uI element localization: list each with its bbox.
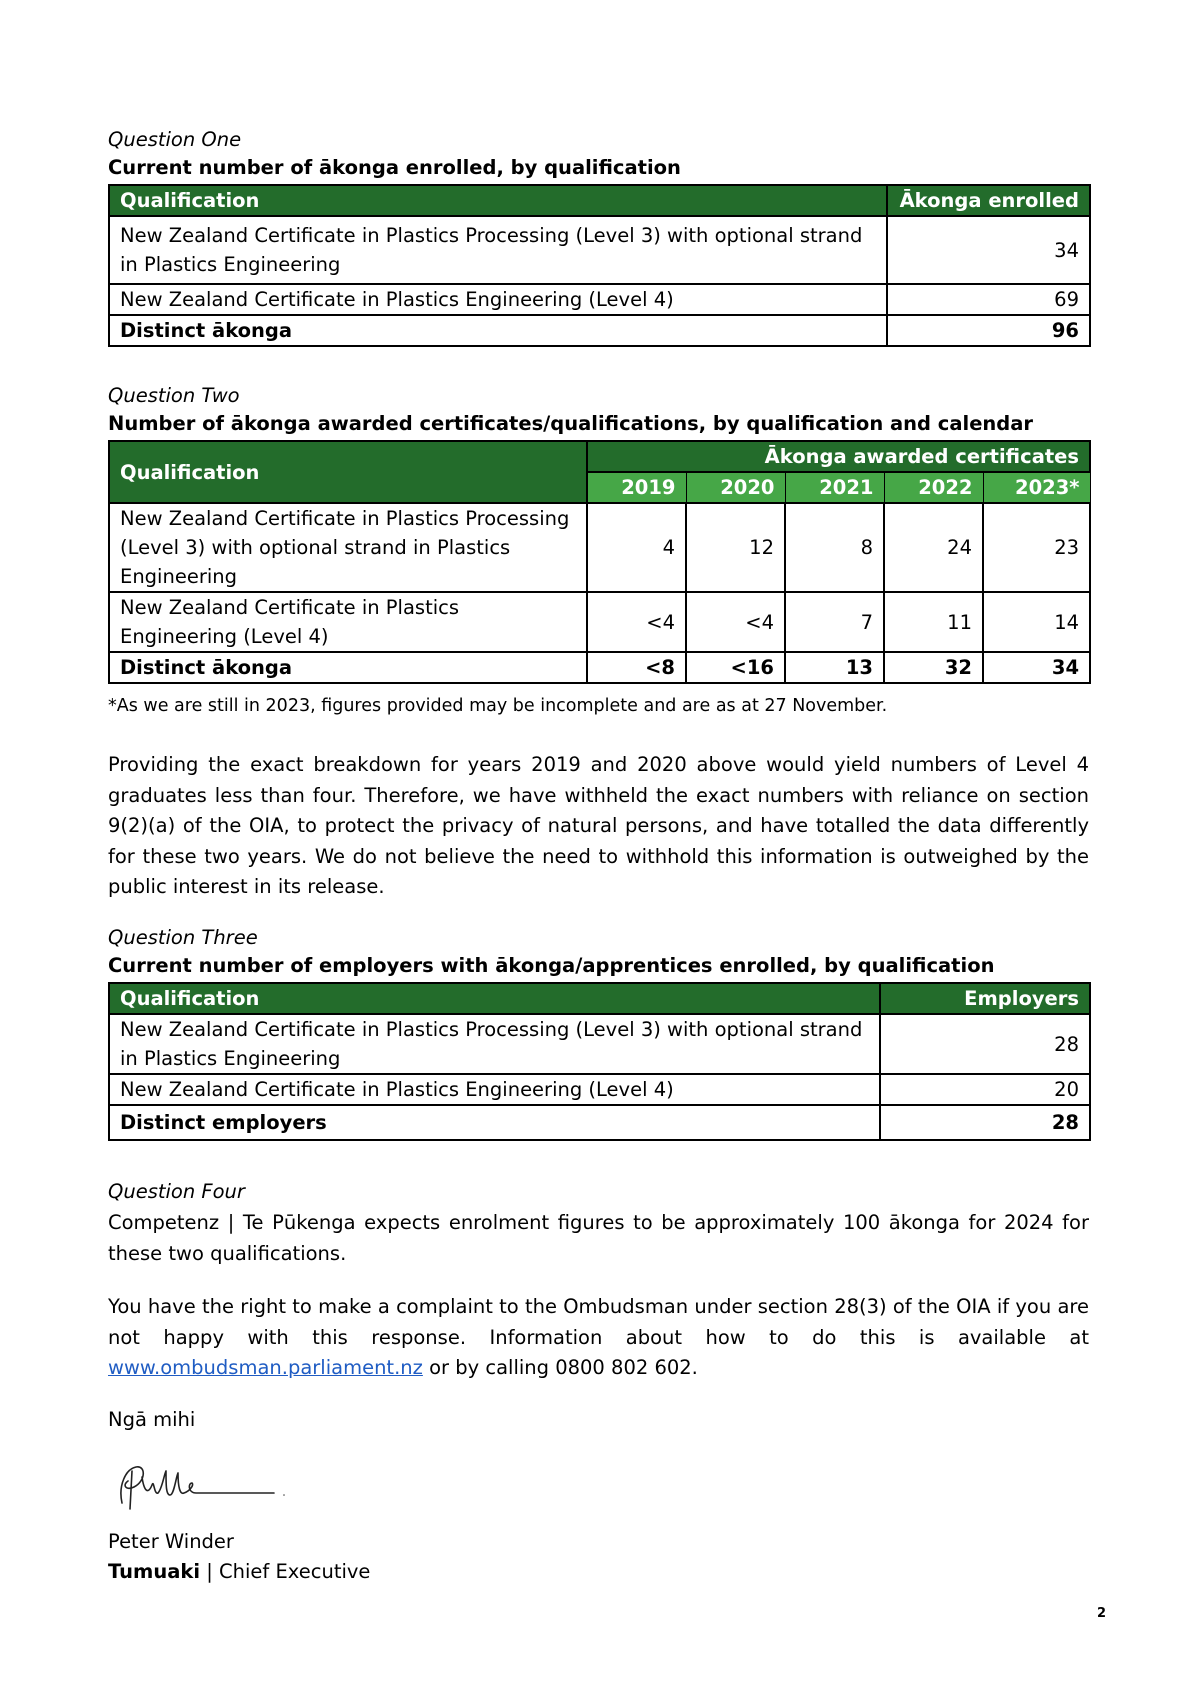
complaint-after: or by calling 0800 802 602. bbox=[429, 1356, 698, 1379]
value-cell: 69 bbox=[887, 284, 1090, 315]
year-header: 2022 bbox=[884, 472, 983, 503]
question-one-label: Question One bbox=[108, 128, 242, 151]
withholding-paragraph: Providing the exact breakdown for years 2019 and 2020 above would yield numbers of Level 4 graduates less than four. Therefore, we have withheld the exact numbers with reliance on section 9(2)(a) of the OIA, to protect the privacy of natural persons, and have totalled the data differently for these two years. We do not believe the need to withhold this information is outweighed by the public interest in its release. bbox=[108, 753, 1089, 898]
total-label: Distinct employers bbox=[109, 1105, 880, 1140]
total-row bbox=[109, 652, 1090, 683]
value-cell: 34 bbox=[887, 216, 1090, 284]
value-cell: <4 bbox=[686, 592, 785, 652]
year-header: 2021 bbox=[785, 472, 884, 503]
table-row bbox=[109, 592, 1090, 652]
table-row bbox=[109, 284, 1090, 315]
col-header-qualification: Qualification bbox=[109, 185, 887, 216]
value-cell: 8 bbox=[785, 503, 884, 592]
complaint-text: You have the right to make a complaint to the Ombudsman under section 28(3) of the OIA if you are not happy with this response. Information about how to do this is available at bbox=[108, 1295, 1089, 1349]
total-value: 96 bbox=[887, 315, 1090, 346]
ombudsman-link[interactable]: www.ombudsman.parliament.nz bbox=[108, 1356, 423, 1379]
total-value: <8 bbox=[587, 652, 686, 683]
question-one-title: Current number of ākonga enrolled, by qualification bbox=[108, 156, 681, 179]
col-header-qualification: Qualification bbox=[109, 983, 880, 1014]
qualification-cell: New Zealand Certificate in Plastics Engineering (Level 4) bbox=[109, 592, 587, 652]
signer-title bbox=[108, 1557, 1089, 1588]
qualification-cell: New Zealand Certificate in Plastics Processing (Level 3) with optional strand in Plastics Engineering bbox=[109, 1014, 880, 1074]
year-header: 2020 bbox=[686, 472, 785, 503]
value-cell: 12 bbox=[686, 503, 785, 592]
total-value: 32 bbox=[884, 652, 983, 683]
value-cell: 7 bbox=[785, 592, 884, 652]
year-header: 2019 bbox=[587, 472, 686, 503]
closing: Ngā mihi bbox=[108, 1408, 196, 1431]
page-number: 2 bbox=[1096, 1606, 1106, 1621]
awards-table bbox=[108, 440, 1091, 684]
total-value: 34 bbox=[983, 652, 1090, 683]
table-row bbox=[109, 503, 1090, 592]
total-label: Distinct ākonga bbox=[109, 652, 587, 683]
col-group-header: Ākonga awarded certificates bbox=[587, 441, 1090, 472]
employers-table bbox=[108, 982, 1091, 1141]
signature-image bbox=[108, 1455, 288, 1519]
value-cell: 20 bbox=[880, 1074, 1090, 1105]
question-two-title: Number of ākonga awarded certificates/qualifications, by qualification and calendar bbox=[108, 412, 1034, 435]
col-header-employers: Employers bbox=[880, 983, 1090, 1014]
value-cell: 11 bbox=[884, 592, 983, 652]
complaint-paragraph bbox=[108, 1292, 1089, 1384]
total-value: 13 bbox=[785, 652, 884, 683]
question-four-label: Question Four bbox=[108, 1180, 245, 1203]
signer-title-maori: Tumuaki bbox=[108, 1560, 201, 1583]
value-cell: 24 bbox=[884, 503, 983, 592]
qualification-cell: New Zealand Certificate in Plastics Engineering (Level 4) bbox=[109, 284, 887, 315]
question-three-label: Question Three bbox=[108, 926, 258, 949]
qualification-cell: New Zealand Certificate in Plastics Processing (Level 3) with optional strand in Plastics Engineering bbox=[109, 503, 587, 592]
value-cell: <4 bbox=[587, 592, 686, 652]
total-value: 28 bbox=[880, 1105, 1090, 1140]
table-row bbox=[109, 1014, 1090, 1074]
total-value: <16 bbox=[686, 652, 785, 683]
signer-name: Peter Winder bbox=[108, 1530, 234, 1553]
table-row bbox=[109, 1074, 1090, 1105]
total-row bbox=[109, 1105, 1090, 1140]
table-row bbox=[109, 216, 1090, 284]
year-header: 2023* bbox=[983, 472, 1090, 503]
col-header-akonga-enrolled: Ākonga enrolled bbox=[887, 185, 1090, 216]
question-four-text: Competenz | Te Pūkenga expects enrolment figures to be approximately 100 ākonga for 2024 for these two qualifications. bbox=[108, 1211, 1089, 1265]
footnote: *As we are still in 2023, figures provided may be incomplete and are as at 27 November. bbox=[108, 696, 888, 716]
qualification-cell: New Zealand Certificate in Plastics Processing (Level 3) with optional strand in Plastics Engineering bbox=[109, 216, 887, 284]
value-cell: 28 bbox=[880, 1014, 1090, 1074]
question-three-title: Current number of employers with ākonga/apprentices enrolled, by qualification bbox=[108, 954, 995, 977]
total-row bbox=[109, 315, 1090, 346]
signer-title-english: | Chief Executive bbox=[206, 1560, 371, 1583]
value-cell: 23 bbox=[983, 503, 1090, 592]
qualification-cell: New Zealand Certificate in Plastics Engineering (Level 4) bbox=[109, 1074, 880, 1105]
col-header-qualification: Qualification bbox=[109, 441, 587, 503]
total-label: Distinct ākonga bbox=[109, 315, 887, 346]
question-two-label: Question Two bbox=[108, 384, 240, 407]
value-cell: 14 bbox=[983, 592, 1090, 652]
value-cell: 4 bbox=[587, 503, 686, 592]
enrolment-table bbox=[108, 184, 1091, 347]
